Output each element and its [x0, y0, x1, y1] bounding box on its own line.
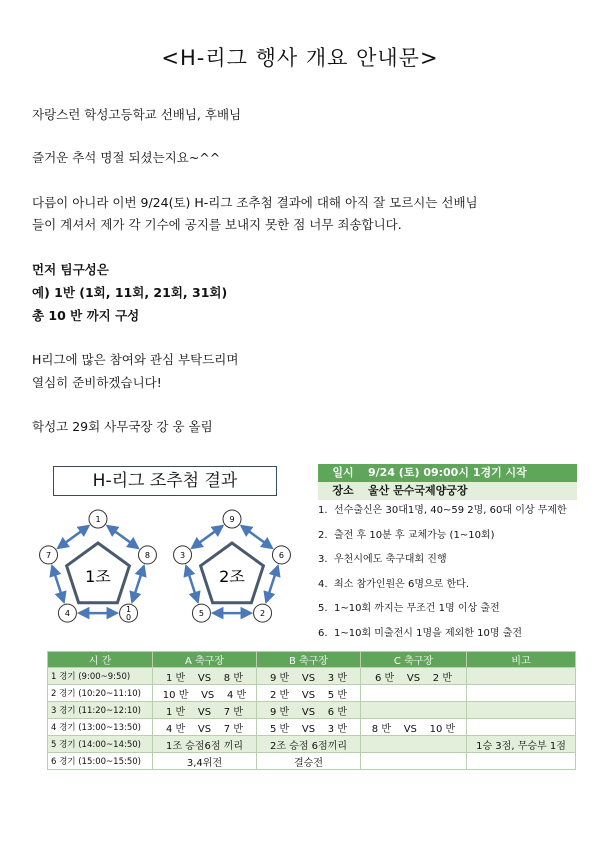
header-field-c: C 축구장: [361, 652, 467, 668]
group-label: 2조: [219, 567, 245, 586]
time-cell: 2 경기 (10:20~11:10): [48, 685, 153, 702]
table-row: [48, 719, 576, 736]
match-cell: 6 반 VS 2 반: [361, 668, 467, 685]
match-cell: 9 반 VS 3 반: [257, 668, 361, 685]
match-cell: 10 반 VS 4 반: [153, 685, 257, 702]
table-row: [48, 753, 576, 770]
intro-line-1: 다름이 아니라 이번 9/24(토) H-리그 조추첨 결과에 대해 아직 잘 모르시는 선배님: [32, 195, 478, 210]
date-row: [318, 464, 577, 482]
match-cell: 결승전: [257, 753, 361, 770]
rule-item: 5. 1~10회 까지는 무조건 1명 이상 출전: [318, 603, 500, 614]
remark-cell: [467, 753, 576, 770]
group-diagram: [35, 508, 305, 628]
rule-item: 6. 1~10회 미출전시 1명을 제외한 10명 출전: [318, 627, 523, 639]
page-title: <H-리그 행사 개요 안내문>: [161, 46, 439, 70]
match-cell: [361, 736, 467, 753]
match-cell: 8 반 VS 10 반: [361, 719, 467, 736]
team-node-label: 8: [144, 550, 151, 560]
header-time: 시 간: [48, 652, 153, 668]
match-cell: 9 반 VS 6 반: [257, 702, 361, 719]
match-cell: 1 반 VS 7 반: [153, 702, 257, 719]
schedule-header-row: [48, 652, 576, 668]
table-row: [48, 702, 576, 719]
header-field-a: A 축구장: [153, 652, 257, 668]
header-field-b: B 축구장: [257, 652, 361, 668]
date-value: 9/24 (토) 09:00시 1경기 시작: [368, 466, 527, 479]
table-row: [48, 685, 576, 702]
match-cell: [361, 702, 467, 719]
team-node-label: 9: [229, 515, 235, 524]
table-row: [48, 668, 576, 685]
rules-list: [318, 504, 567, 651]
match-cell: 2조 승점 6점끼리: [257, 736, 361, 753]
signature-text: 학성고 29회 사무국장 강 웅 올림: [32, 419, 213, 434]
team-node-label: 2: [260, 609, 266, 619]
time-cell: 3 경기 (11:20~12:10): [48, 702, 153, 719]
time-cell: 6 경기 (15:00~15:50): [48, 753, 153, 770]
team-node-label: 1 0: [126, 605, 132, 623]
match-cell: 1조 승점6점 끼리: [153, 736, 257, 753]
team-line-2: 예) 1반 (1회, 11회, 21회, 31회): [32, 285, 228, 300]
remark-cell: [467, 719, 576, 736]
closing-line-1: H리그에 많은 참여와 관심 부탁드리며: [32, 352, 239, 367]
remark-cell: 1승 3점, 무승부 1점: [467, 736, 576, 753]
schedule-table: [47, 651, 576, 770]
match-cell: 4 반 VS 7 반: [153, 719, 257, 736]
match-arrow: [266, 566, 277, 601]
place-row: [318, 482, 577, 500]
team-node-label: 1: [95, 515, 101, 524]
team-node-label: 3: [179, 550, 186, 560]
match-arrow: [52, 566, 63, 601]
greeting-text: 자랑스런 학성고등학교 선배님, 후배님: [32, 107, 242, 122]
result-title-box: [53, 466, 277, 496]
match-cell: [361, 685, 467, 702]
remark-cell: [467, 685, 576, 702]
team-line-1: 먼저 팀구성은: [32, 262, 109, 277]
event-info-box: [318, 464, 577, 500]
closing-line-2: 열심히 준비하겠습니다!: [32, 375, 162, 390]
time-cell: 4 경기 (13:00~13:50): [48, 719, 153, 736]
rule-item: 1. 선수출신은 30대1명, 40~59 2명, 60대 이상 무제한: [318, 505, 567, 516]
rule-item: 4. 최소 참가인원은 6명으로 한다.: [318, 578, 469, 590]
match-cell: 3,4위전: [153, 753, 257, 770]
rule-item: 2. 출전 후 10분 후 교체가능 (1~10회): [318, 529, 495, 541]
match-arrow: [186, 566, 197, 601]
header-remarks: 비고: [467, 652, 576, 668]
match-cell: 5 반 VS 3 반: [257, 719, 361, 736]
date-key: 일시: [332, 466, 354, 479]
match-cell: [361, 753, 467, 770]
group-label: 1조: [85, 567, 111, 586]
team-node-label: 4: [64, 609, 70, 619]
remark-cell: [467, 702, 576, 719]
match-cell: 2 반 VS 5 반: [257, 685, 361, 702]
match-cell: 1 반 VS 8 반: [153, 668, 257, 685]
match-arrow: [132, 566, 143, 601]
match-arrow: [108, 526, 138, 548]
match-arrow: [58, 526, 88, 548]
team-line-3: 총 10 반 까지 구성: [32, 308, 140, 323]
time-cell: 5 경기 (14:00~14:50): [48, 736, 153, 753]
place-key: 장소: [332, 484, 354, 497]
rule-item: 3. 우천시에도 축구대회 진행: [318, 554, 447, 565]
team-node-label: 7: [45, 550, 52, 560]
team-node-label: 6: [278, 550, 285, 560]
time-cell: 1 경기 (9:00~9:50): [48, 668, 153, 685]
match-arrow: [242, 526, 272, 548]
intro-line-2: 들이 계셔서 제가 각 기수에 공지를 보내지 못한 점 너무 죄송합니다.: [32, 217, 402, 232]
result-title: H-리그 조추첨 결과: [92, 471, 238, 491]
place-value: 울산 문수국제양궁장: [368, 484, 468, 497]
table-row: [48, 736, 576, 753]
team-node-label: 5: [198, 609, 204, 619]
holiday-text: 즐거운 추석 명절 되셨는지요~^^: [32, 150, 221, 165]
match-arrow: [192, 526, 222, 548]
remark-cell: [467, 668, 576, 685]
